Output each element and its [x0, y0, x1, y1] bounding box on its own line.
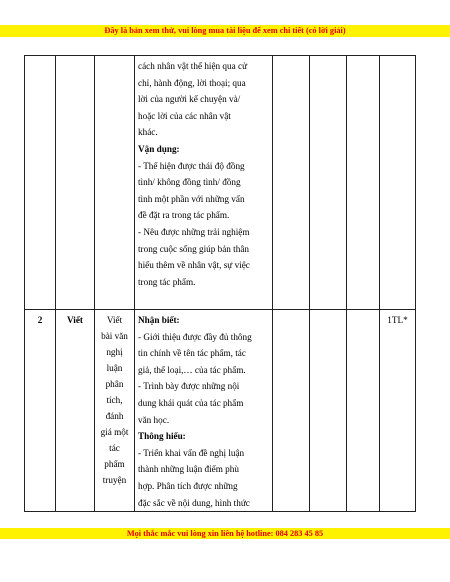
- requirement-line: - Thể hiện được thái độ đồng: [138, 160, 245, 171]
- task-line: Viết: [106, 315, 123, 325]
- level-heading-apply: Vận dụng:: [138, 143, 180, 154]
- requirement-line: trong tác phẩm.: [138, 276, 196, 287]
- requirement-line: tình một phần với những vấn: [138, 193, 245, 204]
- task-line: tích,: [106, 395, 123, 405]
- level-cell: [347, 56, 380, 310]
- requirement-line: trong cuộc sống giúp bản thân: [138, 243, 249, 254]
- level-cell: [310, 56, 347, 310]
- task-line: truyện: [102, 475, 127, 485]
- requirement-line: chỉ, hành động, lời thoại; qua: [138, 77, 246, 88]
- requirement-line: dung khái quát của tác phẩm: [138, 397, 244, 408]
- task-line: phân: [105, 379, 124, 389]
- requirement-line: giả, thể loại,… của tác phẩm.: [138, 364, 246, 375]
- requirements-cell: [135, 310, 273, 512]
- level-cell: [380, 56, 416, 310]
- task-cell: [95, 310, 135, 512]
- requirement-line: văn học.: [138, 414, 170, 425]
- requirement-line: đề đặt ra trong tác phẩm.: [138, 210, 230, 221]
- task-line: nghị: [106, 347, 123, 357]
- task-line: đánh: [105, 411, 124, 421]
- requirement-line: lời của người kể chuyện và/: [138, 94, 241, 105]
- row-number-cell: [25, 56, 56, 310]
- requirement-line: - Triển khai vấn đề nghị luận: [138, 447, 245, 458]
- skill-cell: [56, 310, 95, 512]
- level-cell: [380, 310, 416, 512]
- question-mark-count: 1TL*: [387, 315, 408, 325]
- task-line: giá một: [100, 427, 129, 437]
- requirement-line: - Giới thiệu được đầy đủ thông: [138, 331, 252, 342]
- task-line: luận: [106, 363, 123, 373]
- table-row: [25, 310, 416, 512]
- requirement-line: - Nêu được những trải nghiệm: [138, 226, 250, 237]
- table-row: [25, 56, 416, 310]
- preview-notice-banner: Đây là bản xem thử, vui lòng mua tài liệu để xem chi tiết (có lời giải): [0, 25, 450, 37]
- requirement-line: đặc sắc về nội dung, hình thức: [138, 497, 250, 508]
- task-line: phẩm: [104, 459, 125, 469]
- requirement-line: tình/ không đồng tình/ đồng: [138, 177, 241, 188]
- requirement-line: hợp. Phân tích được những: [138, 480, 238, 491]
- level-cell: [273, 310, 310, 512]
- assessment-matrix-table: [24, 55, 416, 512]
- task-line: tác: [109, 443, 120, 453]
- level-cell: [273, 56, 310, 310]
- requirement-line: tin chính về tên tác phẩm, tác: [138, 348, 246, 359]
- level-cell: [310, 310, 347, 512]
- requirement-line: khác.: [138, 127, 158, 138]
- skill-cell: [56, 56, 95, 310]
- row-number-cell: [25, 310, 56, 512]
- level-cell: [347, 310, 380, 512]
- requirement-line: thành những luận điểm phù: [138, 464, 239, 475]
- row-number: 2: [37, 315, 43, 325]
- requirements-cell: [135, 56, 273, 310]
- requirement-line: hoặc lời của các nhân vật: [138, 110, 231, 121]
- level-heading-know: Nhận biết:: [138, 315, 180, 325]
- task-cell: [95, 56, 135, 310]
- requirement-line: cách nhân vật thể hiện qua cử: [138, 61, 248, 71]
- requirement-line: - Trình bày được những nội: [138, 381, 240, 392]
- requirement-line: hiểu thêm về nhân vật, sự việc: [138, 260, 250, 271]
- skill-label: Viết: [67, 315, 83, 325]
- level-heading-understand: Thông hiểu:: [138, 431, 186, 442]
- hotline-notice-banner: Mọi thắc mắc vui lòng xin liên hệ hotline: 084 283 45 85: [0, 528, 450, 539]
- task-line: bài văn: [101, 331, 128, 341]
